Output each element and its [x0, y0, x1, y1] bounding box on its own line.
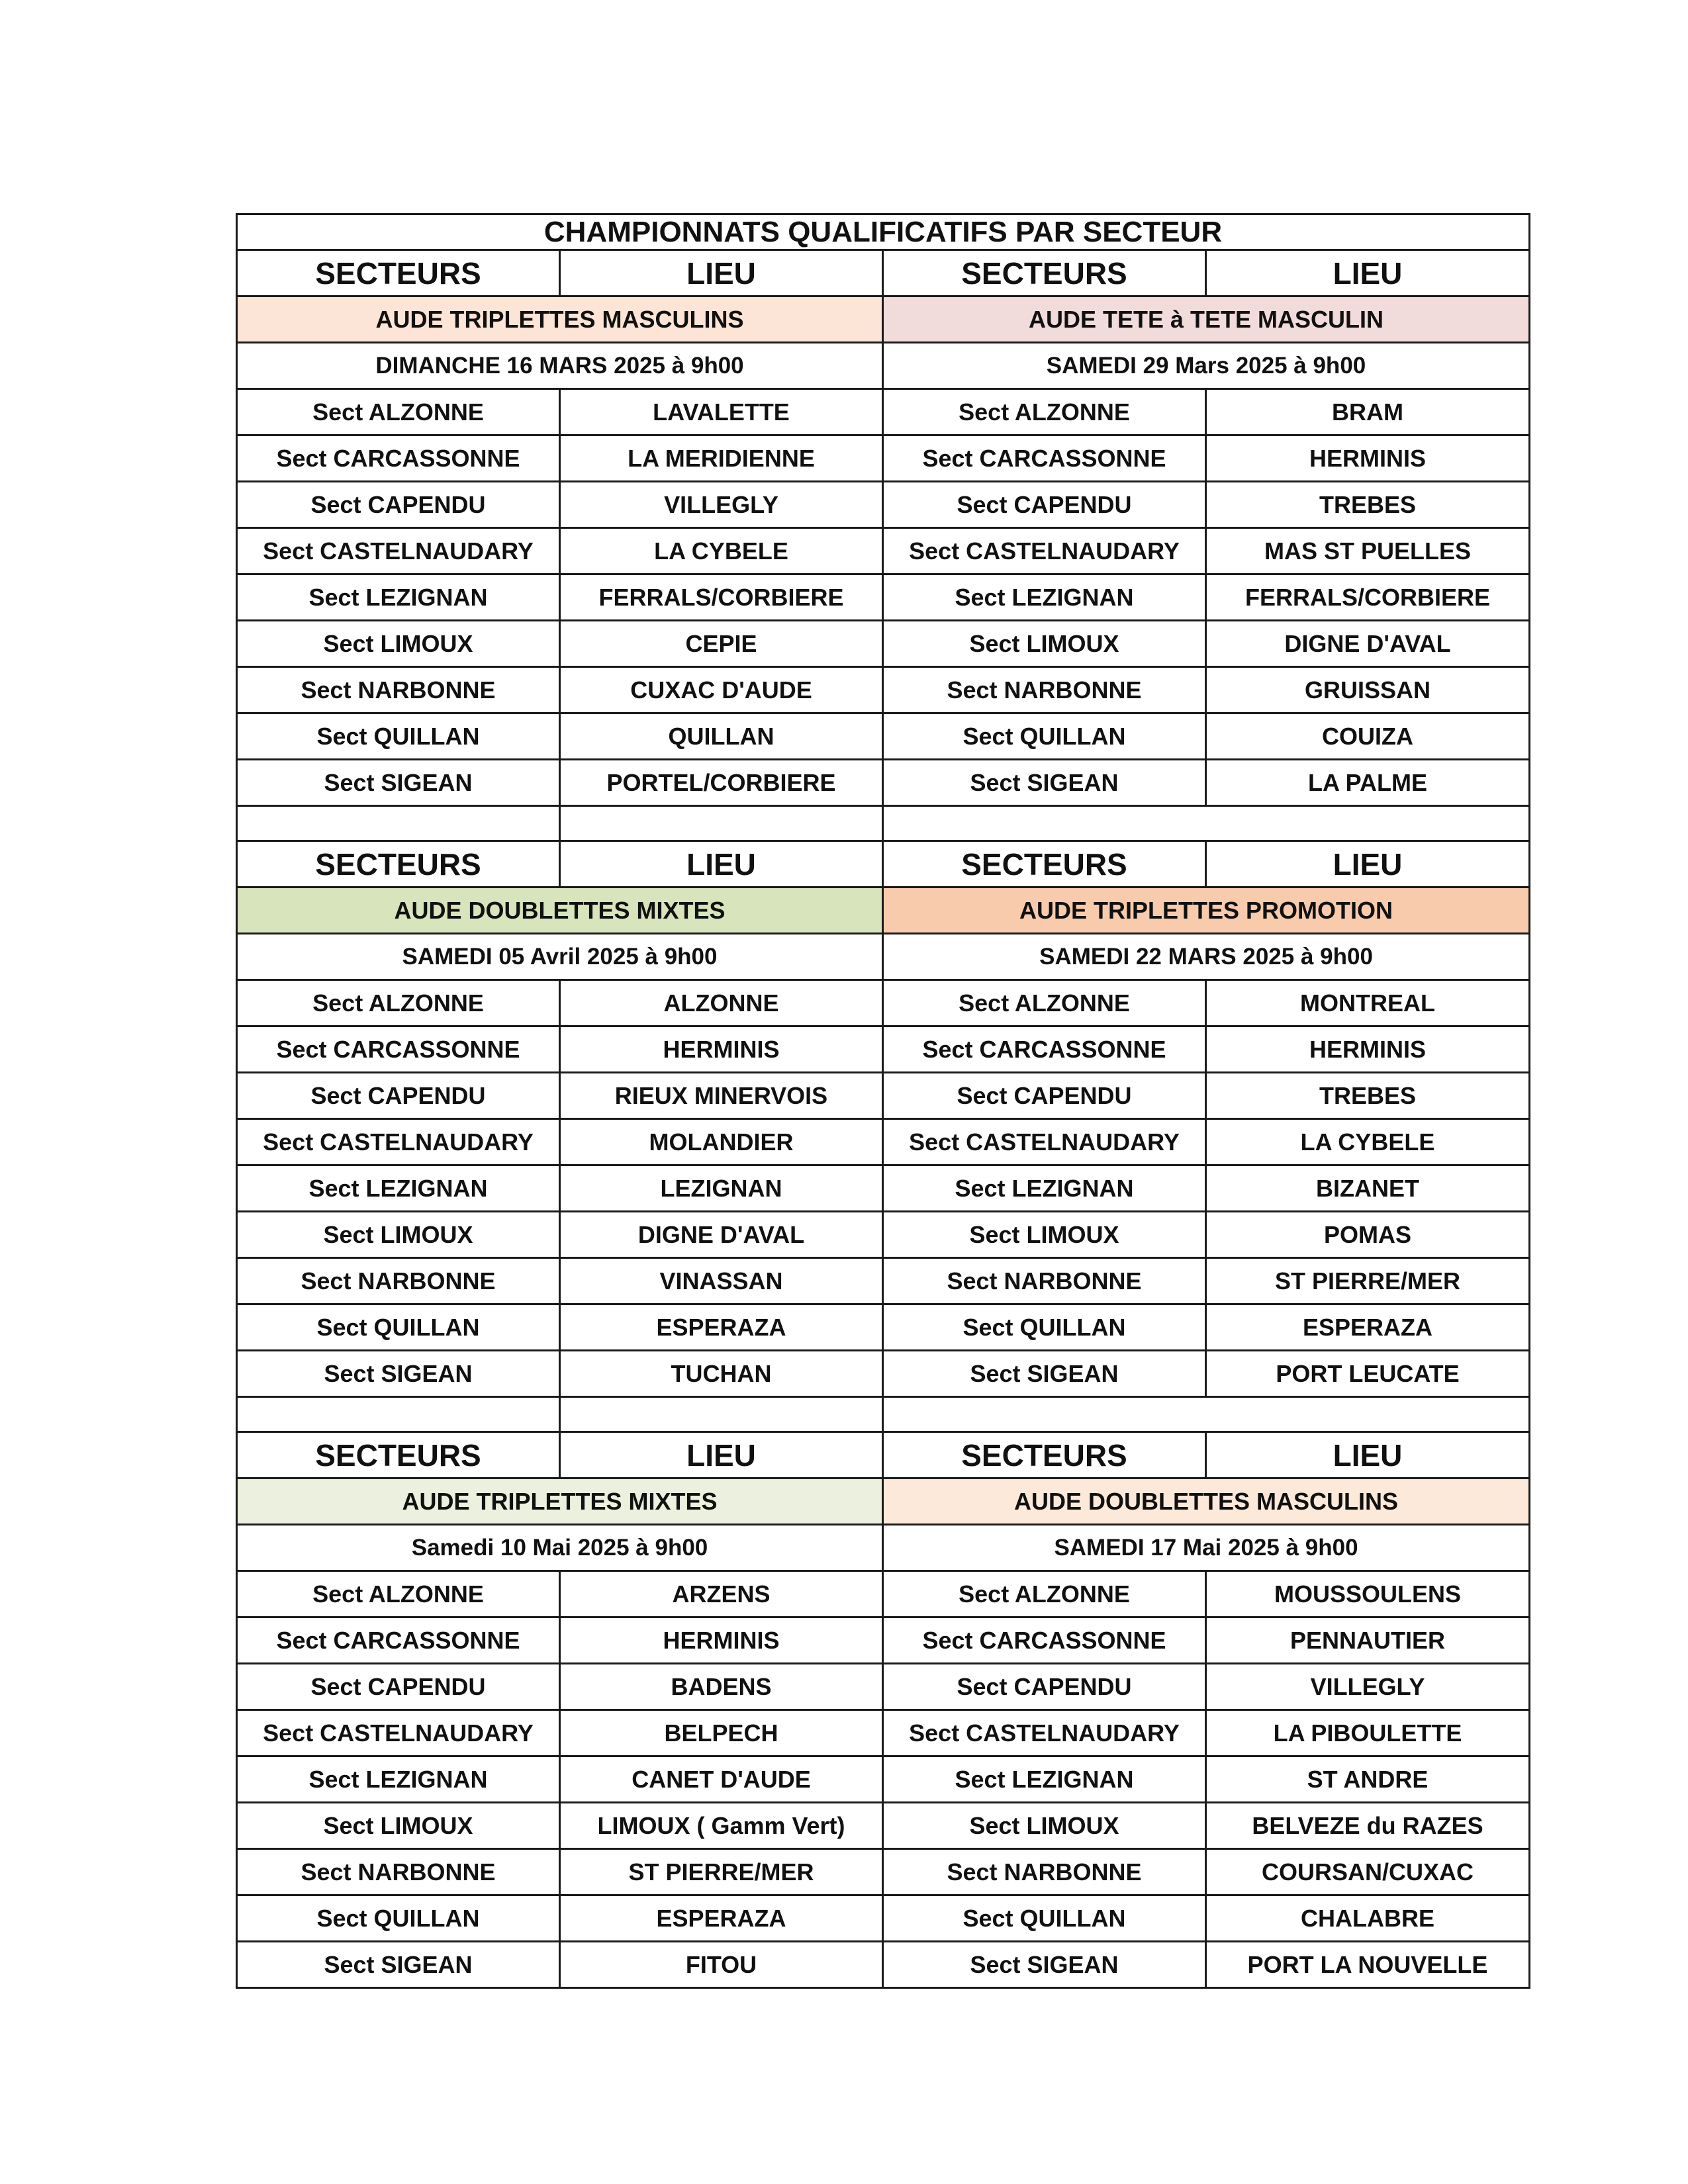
lieu-cell: ESPERAZA [1206, 1304, 1530, 1351]
lieu-header: LIEU [560, 841, 883, 887]
secteur-cell: Sect LEZIGNAN [883, 574, 1206, 621]
table-row [237, 1351, 1530, 1397]
lieu-cell: PORTEL/CORBIERE [560, 760, 883, 806]
secteur-cell: Sect CARCASSONNE [237, 435, 560, 482]
lieu-cell: PENNAUTIER [1206, 1617, 1530, 1664]
lieu-header: LIEU [1206, 250, 1530, 296]
table-row [237, 1895, 1530, 1942]
spacer-row [237, 1397, 1530, 1432]
secteur-cell: Sect LIMOUX [237, 1803, 560, 1849]
secteur-cell: Sect CASTELNAUDARY [883, 1119, 1206, 1165]
lieu-cell: POMAS [1206, 1212, 1530, 1258]
header-row [237, 841, 1530, 887]
secteur-cell: Sect LIMOUX [883, 621, 1206, 667]
secteur-cell: Sect NARBONNE [237, 1258, 560, 1304]
lieu-cell: CHALABRE [1206, 1895, 1530, 1942]
lieu-cell: ST PIERRE/MER [560, 1849, 883, 1895]
secteur-cell: Sect ALZONNE [883, 980, 1206, 1026]
lieu-cell: ARZENS [560, 1571, 883, 1617]
table-row [237, 1073, 1530, 1119]
secteur-cell: Sect CAPENDU [237, 1664, 560, 1710]
secteur-cell: Sect SIGEAN [883, 1351, 1206, 1397]
lieu-cell: GRUISSAN [1206, 667, 1530, 713]
secteur-cell: Sect QUILLAN [883, 1304, 1206, 1351]
lieu-cell: HERMINIS [1206, 435, 1530, 482]
secteur-cell: Sect LEZIGNAN [883, 1756, 1206, 1803]
secteur-cell: Sect CAPENDU [237, 1073, 560, 1119]
lieu-cell: HERMINIS [560, 1026, 883, 1073]
secteur-cell: Sect CAPENDU [237, 482, 560, 528]
table-row [237, 1119, 1530, 1165]
secteur-cell: Sect NARBONNE [237, 1849, 560, 1895]
competition-date: SAMEDI 22 MARS 2025 à 9h00 [883, 934, 1530, 980]
empty-cell [237, 1397, 560, 1432]
lieu-cell: BELPECH [560, 1710, 883, 1756]
secteur-cell: Sect CARCASSONNE [883, 1026, 1206, 1073]
table-row [237, 713, 1530, 760]
lieu-cell: BRAM [1206, 389, 1530, 435]
lieu-cell: DIGNE D'AVAL [560, 1212, 883, 1258]
competition-row [237, 887, 1530, 934]
championship-table-body [237, 214, 1530, 1988]
secteur-cell: Sect LEZIGNAN [883, 1165, 1206, 1212]
lieu-cell: HERMINIS [1206, 1026, 1530, 1073]
lieu-header: LIEU [560, 1432, 883, 1479]
table-row [237, 1710, 1530, 1756]
lieu-cell: LIMOUX ( Gamm Vert) [560, 1803, 883, 1849]
table-row [237, 1664, 1530, 1710]
lieu-cell: VINASSAN [560, 1258, 883, 1304]
table-row [237, 1026, 1530, 1073]
secteur-cell: Sect CASTELNAUDARY [237, 528, 560, 574]
secteur-cell: Sect LEZIGNAN [237, 1165, 560, 1212]
lieu-cell: LA PIBOULETTE [1206, 1710, 1530, 1756]
lieu-cell: ESPERAZA [560, 1895, 883, 1942]
secteur-cell: Sect CAPENDU [883, 1664, 1206, 1710]
secteurs-header: SECTEURS [883, 1432, 1206, 1479]
lieu-cell: CUXAC D'AUDE [560, 667, 883, 713]
date-row [237, 1525, 1530, 1571]
lieu-cell: FERRALS/CORBIERE [1206, 574, 1530, 621]
lieu-cell: MOLANDIER [560, 1119, 883, 1165]
empty-cell [560, 1397, 883, 1432]
table-row [237, 760, 1530, 806]
lieu-cell: DIGNE D'AVAL [1206, 621, 1530, 667]
table-row [237, 980, 1530, 1026]
secteur-cell: Sect ALZONNE [237, 1571, 560, 1617]
secteur-cell: Sect QUILLAN [237, 713, 560, 760]
competition-title: AUDE TRIPLETTES MASCULINS [237, 296, 883, 343]
secteurs-header: SECTEURS [237, 250, 560, 296]
lieu-cell: CANET D'AUDE [560, 1756, 883, 1803]
secteur-cell: Sect QUILLAN [883, 1895, 1206, 1942]
lieu-cell: TUCHAN [560, 1351, 883, 1397]
table-row [237, 1756, 1530, 1803]
secteur-cell: Sect NARBONNE [883, 1258, 1206, 1304]
lieu-cell: LA MERIDIENNE [560, 435, 883, 482]
secteur-cell: Sect CASTELNAUDARY [237, 1119, 560, 1165]
table-row [237, 574, 1530, 621]
table-row [237, 1258, 1530, 1304]
table-row [237, 435, 1530, 482]
title-row [237, 214, 1530, 250]
championship-sheet [236, 213, 1528, 1989]
secteur-cell: Sect SIGEAN [883, 1942, 1206, 1988]
secteur-cell: Sect CARCASSONNE [883, 435, 1206, 482]
table-row [237, 1803, 1530, 1849]
secteur-cell: Sect ALZONNE [237, 389, 560, 435]
secteur-cell: Sect ALZONNE [883, 389, 1206, 435]
secteur-cell: Sect QUILLAN [237, 1895, 560, 1942]
secteur-cell: Sect LEZIGNAN [237, 574, 560, 621]
lieu-cell: LA CYBELE [560, 528, 883, 574]
secteur-cell: Sect SIGEAN [237, 1351, 560, 1397]
secteur-cell: Sect ALZONNE [237, 980, 560, 1026]
lieu-cell: TREBES [1206, 1073, 1530, 1119]
secteurs-header: SECTEURS [237, 841, 560, 887]
empty-cell [237, 806, 560, 841]
lieu-cell: RIEUX MINERVOIS [560, 1073, 883, 1119]
lieu-cell: VILLEGLY [560, 482, 883, 528]
table-row [237, 1212, 1530, 1258]
lieu-cell: HERMINIS [560, 1617, 883, 1664]
secteur-cell: Sect LIMOUX [237, 621, 560, 667]
lieu-cell: FITOU [560, 1942, 883, 1988]
table-row [237, 1304, 1530, 1351]
secteur-cell: Sect SIGEAN [237, 760, 560, 806]
championship-table [236, 213, 1530, 1989]
table-row [237, 1165, 1530, 1212]
secteur-cell: Sect LEZIGNAN [237, 1756, 560, 1803]
secteur-cell: Sect NARBONNE [883, 1849, 1206, 1895]
lieu-cell: MONTREAL [1206, 980, 1530, 1026]
lieu-cell: ALZONNE [560, 980, 883, 1026]
secteur-cell: Sect SIGEAN [237, 1942, 560, 1988]
table-row [237, 482, 1530, 528]
competition-date: DIMANCHE 16 MARS 2025 à 9h00 [237, 343, 883, 389]
header-row [237, 250, 1530, 296]
lieu-cell: LA CYBELE [1206, 1119, 1530, 1165]
competition-date: SAMEDI 05 Avril 2025 à 9h00 [237, 934, 883, 980]
secteurs-header: SECTEURS [237, 1432, 560, 1479]
lieu-cell: ST ANDRE [1206, 1756, 1530, 1803]
secteur-cell: Sect CASTELNAUDARY [883, 528, 1206, 574]
secteur-cell: Sect SIGEAN [883, 760, 1206, 806]
lieu-cell: BIZANET [1206, 1165, 1530, 1212]
empty-cell [883, 1397, 1530, 1432]
date-row [237, 343, 1530, 389]
lieu-cell: BADENS [560, 1664, 883, 1710]
secteur-cell: Sect QUILLAN [237, 1304, 560, 1351]
table-row [237, 667, 1530, 713]
competition-date: Samedi 10 Mai 2025 à 9h00 [237, 1525, 883, 1571]
secteur-cell: Sect CAPENDU [883, 1073, 1206, 1119]
table-row [237, 1571, 1530, 1617]
lieu-header: LIEU [1206, 1432, 1530, 1479]
secteur-cell: Sect CASTELNAUDARY [883, 1710, 1206, 1756]
secteur-cell: Sect CAPENDU [883, 482, 1206, 528]
secteur-cell: Sect LIMOUX [883, 1803, 1206, 1849]
secteurs-header: SECTEURS [883, 250, 1206, 296]
competition-row [237, 296, 1530, 343]
competition-date: SAMEDI 17 Mai 2025 à 9h00 [883, 1525, 1530, 1571]
table-row [237, 1617, 1530, 1664]
spacer-row [237, 806, 1530, 841]
secteur-cell: Sect CARCASSONNE [237, 1617, 560, 1664]
lieu-cell: ST PIERRE/MER [1206, 1258, 1530, 1304]
secteur-cell: Sect NARBONNE [883, 667, 1206, 713]
table-row [237, 621, 1530, 667]
lieu-cell: FERRALS/CORBIERE [560, 574, 883, 621]
competition-title: AUDE DOUBLETTES MIXTES [237, 887, 883, 934]
header-row [237, 1432, 1530, 1479]
table-row [237, 389, 1530, 435]
lieu-cell: COURSAN/CUXAC [1206, 1849, 1530, 1895]
competition-title: AUDE TRIPLETTES MIXTES [237, 1479, 883, 1525]
empty-cell [560, 806, 883, 841]
table-row [237, 528, 1530, 574]
empty-cell [883, 806, 1530, 841]
secteur-cell: Sect CASTELNAUDARY [237, 1710, 560, 1756]
secteur-cell: Sect LIMOUX [883, 1212, 1206, 1258]
secteurs-header: SECTEURS [883, 841, 1206, 887]
competition-title: AUDE DOUBLETTES MASCULINS [883, 1479, 1530, 1525]
lieu-cell: TREBES [1206, 482, 1530, 528]
lieu-cell: LA PALME [1206, 760, 1530, 806]
lieu-cell: MOUSSOULENS [1206, 1571, 1530, 1617]
competition-title: AUDE TRIPLETTES PROMOTION [883, 887, 1530, 934]
lieu-header: LIEU [1206, 841, 1530, 887]
lieu-cell: ESPERAZA [560, 1304, 883, 1351]
secteur-cell: Sect NARBONNE [237, 667, 560, 713]
secteur-cell: Sect CARCASSONNE [883, 1617, 1206, 1664]
lieu-cell: CEPIE [560, 621, 883, 667]
lieu-cell: LAVALETTE [560, 389, 883, 435]
lieu-cell: BELVEZE du RAZES [1206, 1803, 1530, 1849]
table-row [237, 1849, 1530, 1895]
lieu-cell: MAS ST PUELLES [1206, 528, 1530, 574]
page-title: CHAMPIONNATS QUALIFICATIFS PAR SECTEUR [237, 214, 1530, 250]
competition-date: SAMEDI 29 Mars 2025 à 9h00 [883, 343, 1530, 389]
competition-title: AUDE TETE à TETE MASCULIN [883, 296, 1530, 343]
competition-row [237, 1479, 1530, 1525]
table-row [237, 1942, 1530, 1988]
secteur-cell: Sect QUILLAN [883, 713, 1206, 760]
secteur-cell: Sect CARCASSONNE [237, 1026, 560, 1073]
secteur-cell: Sect LIMOUX [237, 1212, 560, 1258]
lieu-cell: PORT LA NOUVELLE [1206, 1942, 1530, 1988]
lieu-cell: LEZIGNAN [560, 1165, 883, 1212]
lieu-cell: COUIZA [1206, 713, 1530, 760]
lieu-cell: PORT LEUCATE [1206, 1351, 1530, 1397]
lieu-header: LIEU [560, 250, 883, 296]
lieu-cell: VILLEGLY [1206, 1664, 1530, 1710]
date-row [237, 934, 1530, 980]
lieu-cell: QUILLAN [560, 713, 883, 760]
secteur-cell: Sect ALZONNE [883, 1571, 1206, 1617]
